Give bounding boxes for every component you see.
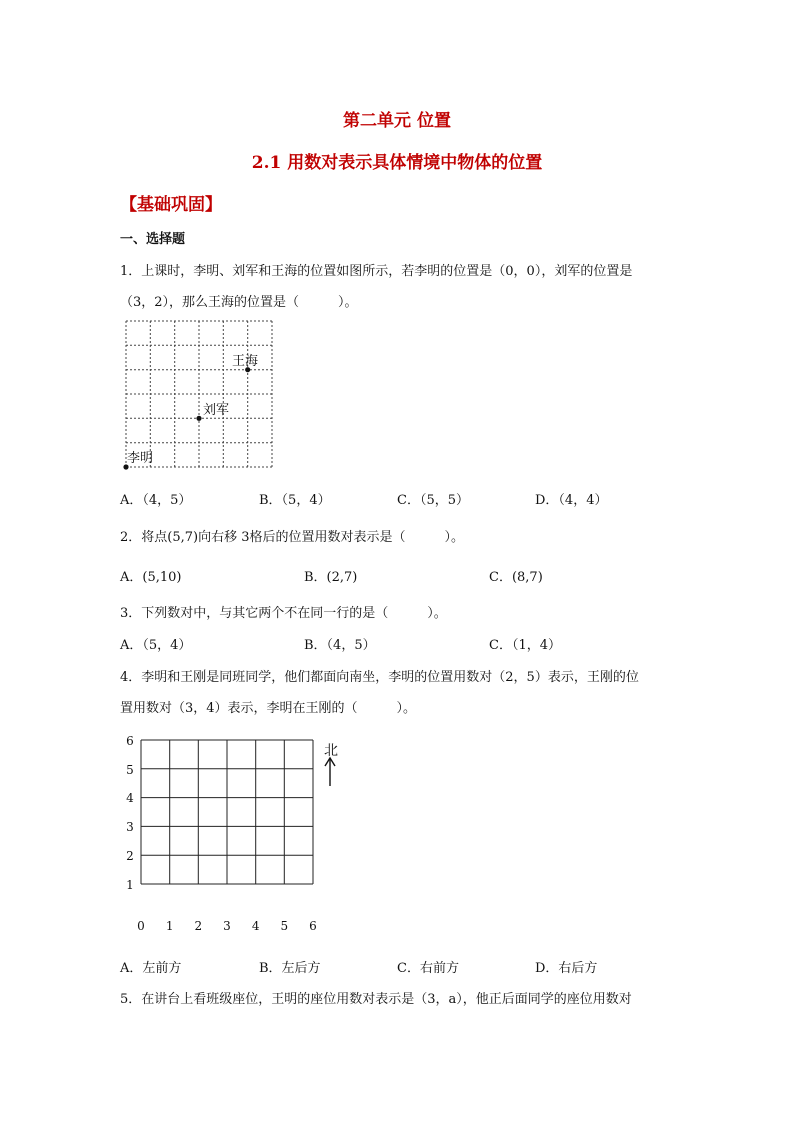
x-tick-label: 6 [309,919,317,933]
q2-text: 2．将点(5,7)向右移 3格后的位置用数对表示是（ ）。 [120,530,464,545]
q3-option-b[interactable]: B．（4，5） [304,638,376,653]
q3-option-c[interactable]: C．（1，4） [489,638,561,653]
q2-option-b[interactable]: B．(2,7) [304,570,358,585]
section-heading: 【基础巩固】 [120,195,222,215]
unit-title: 第二单元 位置 [343,111,451,131]
y-tick-label: 3 [126,820,134,834]
part-heading: 一、选择题 [120,232,186,247]
q2-option-c[interactable]: C．(8,7) [489,570,543,585]
q4-text-line1: 4．李明和王刚是同班同学，他们都面向南坐，李明的位置用数对（2，5）表示，王刚的位 [120,670,639,685]
q3-text: 3．下列数对中，与其它两个不在同一行的是（ ）。 [120,606,447,621]
q4-option-c[interactable]: C．右前方 [397,961,459,976]
q1-seat-grid [118,316,278,474]
y-tick-label: 5 [126,763,134,777]
x-tick-label: 2 [194,919,203,933]
q4-option-a[interactable]: A．左前方 [120,961,182,976]
x-tick-label: 3 [223,919,231,933]
q3-option-a[interactable]: A．（5，4） [120,638,192,653]
q1-option-a[interactable]: A．（4，5） [120,493,192,508]
q4-option-d[interactable]: D．右后方 [535,961,598,976]
label-wanghai: 王海 [232,354,259,369]
north-arrow-icon [325,758,335,786]
label-liming: 李明 [127,451,154,466]
y-tick-label: 1 [126,878,134,892]
q1-text-line1: 1．上课时，李明、刘军和王海的位置如图所示，若李明的位置是（0，0），刘军的位置是 [120,264,633,279]
label-liujun: 刘军 [203,403,230,418]
y-tick-label: 6 [126,734,134,748]
q4-text-line2: 置用数对（3，4）表示，李明在王刚的（ ）。 [120,701,417,716]
q4-grid-lines [141,740,313,884]
north-label: 北 [324,743,338,759]
x-tick-label: 1 [165,919,174,933]
x-tick-label: 0 [137,919,145,933]
q1-grid-lines [126,321,272,467]
lesson-title: 2.1 用数对表示具体情境中物体的位置 [251,153,543,173]
point-liujun [196,416,201,421]
y-tick-label: 4 [126,791,134,805]
x-tick-label: 4 [251,919,260,933]
q1-text-line2: （3，2），那么王海的位置是（ ）。 [120,295,358,310]
q4-option-b[interactable]: B．左后方 [259,961,321,976]
q2-option-a[interactable]: A．(5,10) [120,570,182,585]
x-tick-label: 5 [280,919,289,933]
q1-option-c[interactable]: C．（5，5） [397,493,469,508]
q1-option-d[interactable]: D．（4，4） [535,493,608,508]
q4-coordinate-grid [118,728,348,938]
q1-option-b[interactable]: B．（5，4） [259,493,331,508]
y-tick-label: 2 [126,849,134,863]
q5-text: 5．在讲台上看班级座位，王明的座位用数对表示是（3，a），他正后面同学的座位用数对 [120,992,632,1007]
